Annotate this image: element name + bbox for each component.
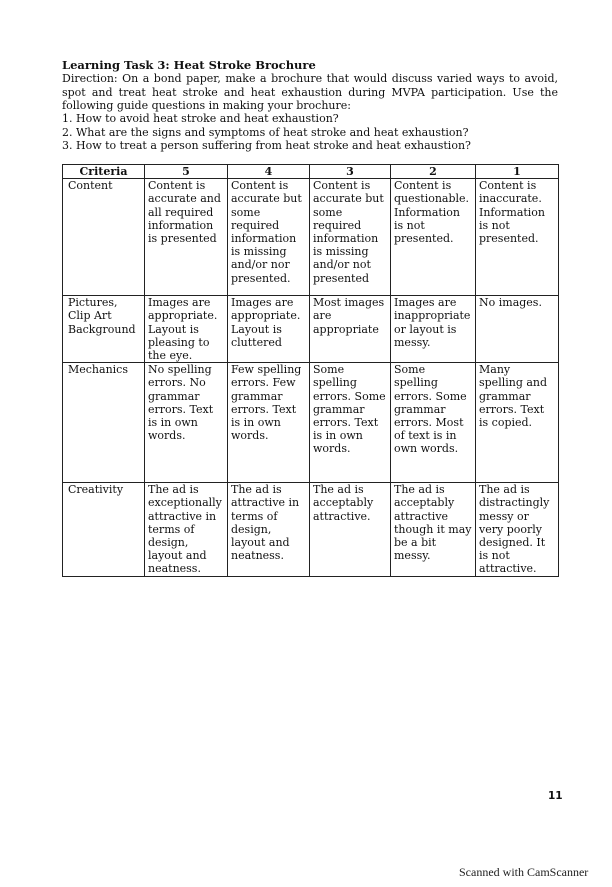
score-cell: Some spelling errors. Some grammar errors. Text is in own words. bbox=[310, 363, 391, 483]
rubric-table bbox=[62, 164, 559, 577]
rubric-header-row bbox=[63, 165, 559, 179]
score-cell: The ad is exceptionally attractive in terms of design, layout and neatness. bbox=[145, 483, 228, 577]
header-score-1: 1 bbox=[476, 165, 559, 179]
score-cell: Images are inappropriate or layout is messy. bbox=[391, 296, 476, 363]
score-cell: The ad is attractive in terms of design, layout and neatness. bbox=[228, 483, 310, 577]
score-cell: Few spelling errors. Few grammar errors. Text is in own words. bbox=[228, 363, 310, 483]
header-score-2: 2 bbox=[391, 165, 476, 179]
score-cell: Content is accurate and all required information is presented bbox=[145, 179, 228, 296]
guide-question: 1. How to avoid heat stroke and heat exhaustion? bbox=[62, 112, 339, 125]
score-cell: No spelling errors. No grammar errors. Text is in own words. bbox=[145, 363, 228, 483]
guide-question: 2. What are the signs and symptoms of heat stroke and heat exhaustion? bbox=[62, 125, 469, 139]
page-number: 11 bbox=[548, 790, 563, 802]
score-cell: Content is inaccurate. Information is not presented. bbox=[476, 179, 559, 296]
score-cell: Most images are appropriate bbox=[310, 296, 391, 363]
score-cell: Images are appropriate. Layout is pleasing to the eye. bbox=[145, 296, 228, 363]
direction-text: Direction: On a bond paper, make a brochure that would discuss varied ways to avoid, spot and treat heat stroke and heat exhaustion during MVPA participation. Use the following guide questions in making your brochure: bbox=[62, 72, 558, 112]
criteria-cell: Content bbox=[63, 179, 145, 296]
criteria-cell: Pictures, Clip Art Background bbox=[63, 296, 145, 363]
score-cell: Content is accurate but some required information is missing and/or not presented bbox=[310, 179, 391, 296]
header-score-3: 3 bbox=[310, 165, 391, 179]
rubric-row-content bbox=[63, 179, 559, 296]
score-cell: The ad is distractingly messy or very poorly designed. It is not attractive. bbox=[476, 483, 559, 577]
score-cell: The ad is acceptably attractive. bbox=[310, 483, 391, 577]
header-score-5: 5 bbox=[145, 165, 228, 179]
score-cell: No images. bbox=[476, 296, 559, 363]
task-title: Learning Task 3: Heat Stroke Brochure bbox=[62, 58, 316, 72]
criteria-cell: Creativity bbox=[63, 483, 145, 577]
rubric-row-pictures bbox=[63, 296, 559, 363]
criteria-cell: Mechanics bbox=[63, 363, 145, 483]
score-cell: Many spelling and grammar errors. Text is copied. bbox=[476, 363, 559, 483]
score-cell: Content is questionable. Information is not presented. bbox=[391, 179, 476, 296]
guide-questions bbox=[62, 112, 562, 153]
score-cell: Images are appropriate. Layout is cluttered bbox=[228, 296, 310, 363]
rubric-row-creativity bbox=[63, 483, 559, 577]
score-cell: Some spelling errors. Some grammar errors. Most of text is in own words. bbox=[391, 363, 476, 483]
header-criteria: Criteria bbox=[63, 165, 145, 179]
score-cell: Content is accurate but some required information is missing and/or nor presented. bbox=[228, 179, 310, 296]
scanner-watermark: Scanned with CamScanner bbox=[459, 865, 589, 879]
header-score-4: 4 bbox=[228, 165, 310, 179]
rubric-row-mechanics bbox=[63, 363, 559, 483]
guide-question: 3. How to treat a person suffering from heat stroke and heat exhaustion? bbox=[62, 139, 471, 152]
score-cell: The ad is acceptably attractive though it may be a bit messy. bbox=[391, 483, 476, 577]
